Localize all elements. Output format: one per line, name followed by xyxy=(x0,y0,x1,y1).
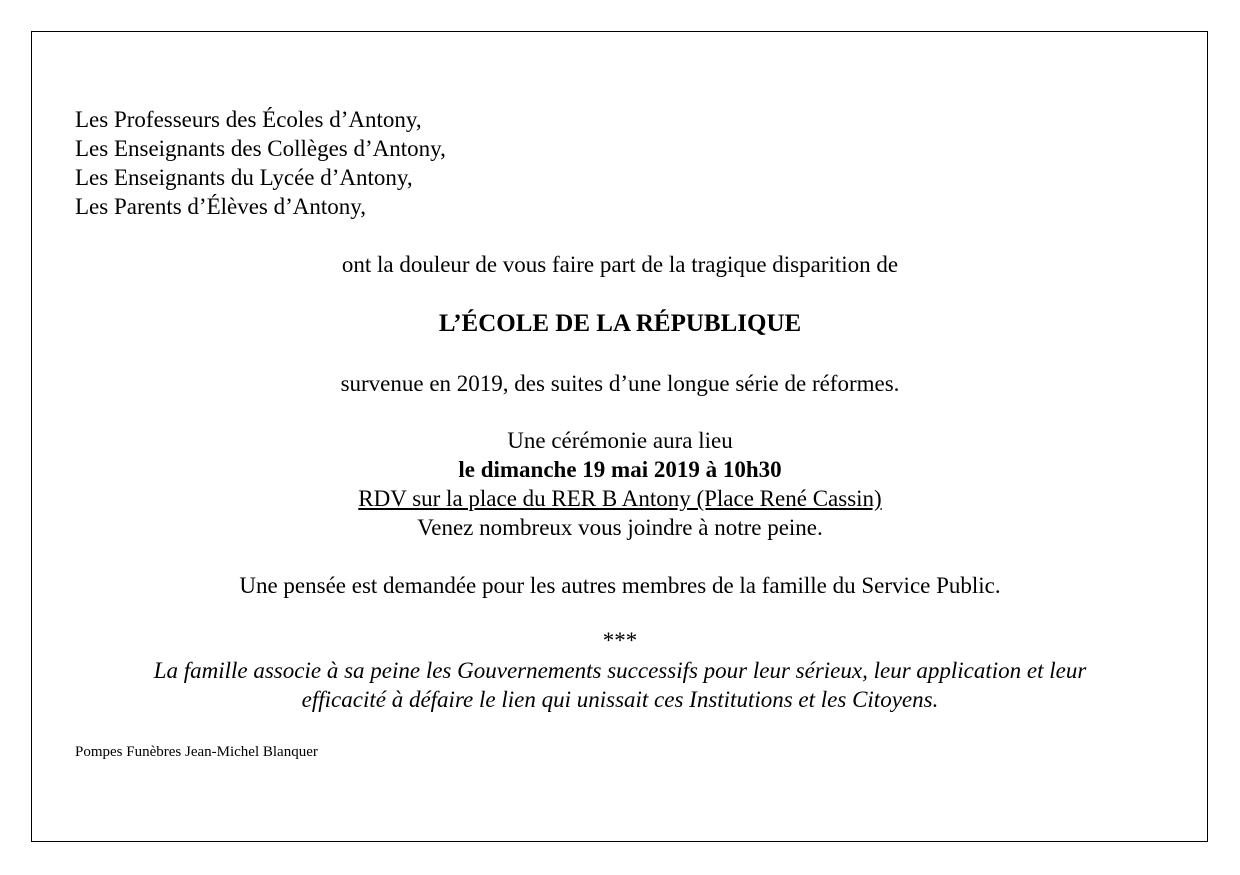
closing-line: La famille associe à sa peine les Gouvernements successifs pour leur sérieux, leur application et leur xyxy=(153,658,1087,683)
ceremony-location-text: RDV sur la place du RER B Antony (Place René Cassin) xyxy=(358,486,882,511)
document-title: L’ÉCOLE DE LA RÉPUBLIQUE xyxy=(438,310,802,337)
thought-text: Une pensée est demandée pour les autres membres de la famille du Service Public. xyxy=(239,573,1001,598)
sender-line: Les Parents d’Élèves d’Antony, xyxy=(75,194,367,219)
ceremony-invitation: Venez nombreux vous joindre à notre peine. xyxy=(417,515,823,540)
closing-line: efficacité à défaire le lien qui unissait ces Institutions et les Citoyens. xyxy=(301,687,939,712)
signature: Pompes Funèbres Jean-Michel Blanquer xyxy=(75,744,318,760)
ceremony-date: le dimanche 19 mai 2019 à 10h30 xyxy=(458,457,782,482)
sender-line: Les Enseignants des Collèges d’Antony, xyxy=(75,136,446,161)
ceremony-location xyxy=(0,484,1240,513)
sender-line: Les Professeurs des Écoles d’Antony, xyxy=(75,107,422,132)
sender-line: Les Enseignants du Lycée d’Antony, xyxy=(75,165,413,190)
cause-text: survenue en 2019, des suites d’une longue série de réformes. xyxy=(340,371,900,396)
announcement-text: ont la douleur de vous faire part de la tragique disparition de xyxy=(341,252,899,277)
separator: *** xyxy=(602,628,638,653)
ceremony-intro: Une cérémonie aura lieu xyxy=(507,428,733,453)
